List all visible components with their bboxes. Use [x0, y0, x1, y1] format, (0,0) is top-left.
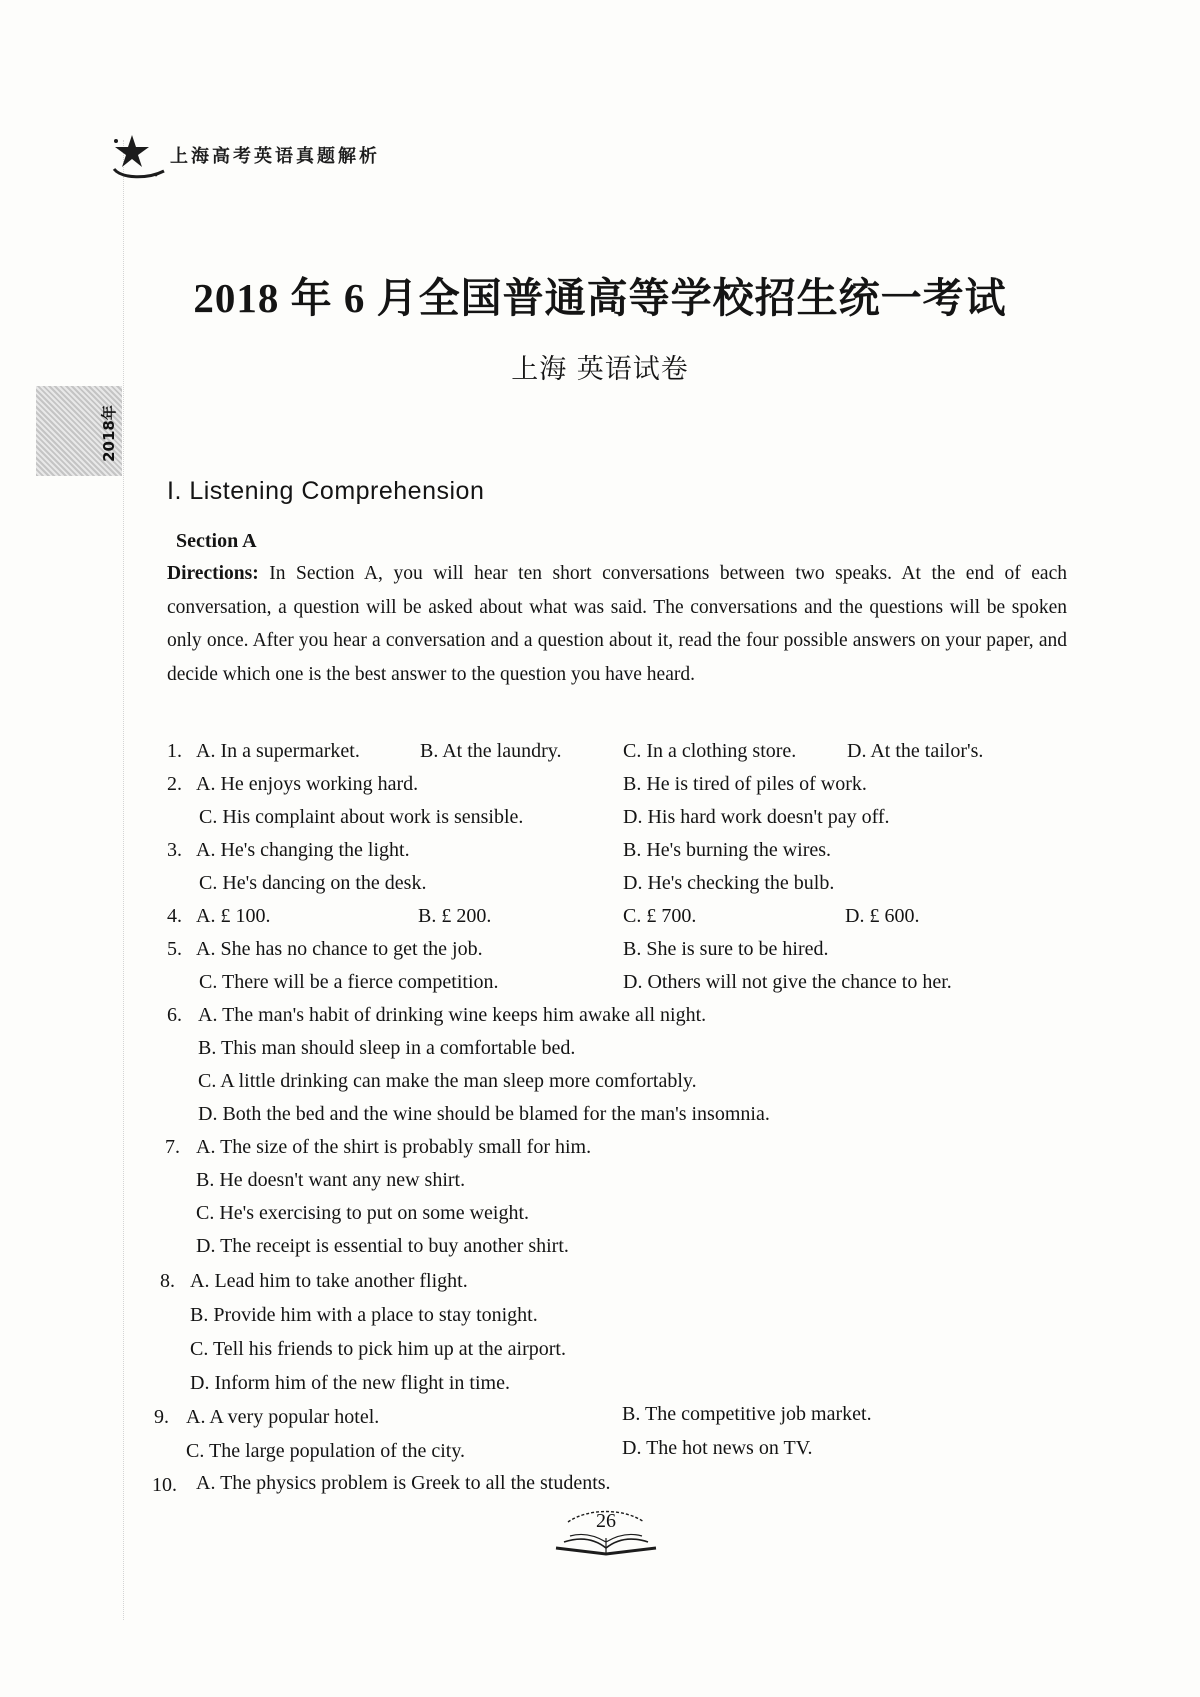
question-number: 3.: [167, 839, 182, 861]
answer-option: B. Provide him with a place to stay tonight.: [190, 1304, 538, 1326]
question-number: 1.: [167, 740, 182, 762]
answer-option: B. The competitive job market.: [622, 1403, 872, 1425]
answer-option: A. £ 100.: [196, 905, 271, 927]
answer-option: D. Others will not give the chance to her.: [623, 971, 952, 993]
part-heading: I. Listening Comprehension: [167, 477, 485, 505]
question-number: 9.: [154, 1406, 169, 1428]
running-header-title: 上海高考英语真题解析: [170, 146, 380, 167]
question-number: 5.: [167, 938, 182, 960]
answer-option: A. He's changing the light.: [196, 839, 410, 861]
answer-option: D. Both the bed and the wine should be blamed for the man's insomnia.: [198, 1103, 770, 1125]
question-number: 2.: [167, 773, 182, 795]
answer-option: C. He's exercising to put on some weight.: [196, 1202, 529, 1224]
answer-option: C. There will be a fierce competition.: [199, 971, 499, 993]
question-number: 6.: [167, 1004, 182, 1026]
directions-text: In Section A, you will hear ten short conversations between two speaks. At the end of each conversation, a question will be asked about what was said. The conversations and the questions will be spoken only once. After you hear a conversation and a question about it, read the four possible answers on your paper, and decide which one is the best answer to the question you have heard.: [167, 563, 1067, 685]
answer-option: B. At the laundry.: [420, 740, 562, 762]
directions-label: Directions:: [167, 563, 259, 584]
answer-option: D. £ 600.: [845, 905, 920, 927]
star-swoosh-logo-icon: [108, 131, 168, 179]
exam-main-title: 2018 年 6 月全国普通高等学校招生统一考试: [193, 275, 1007, 321]
answer-option: C. £ 700.: [623, 905, 697, 927]
side-year-label: 2018年: [99, 404, 118, 462]
answer-option: B. He doesn't want any new shirt.: [196, 1169, 466, 1191]
answer-option: A. She has no chance to get the job.: [196, 938, 483, 960]
answer-option: C. The large population of the city.: [186, 1440, 466, 1462]
answer-option: D. His hard work doesn't pay off.: [623, 806, 890, 828]
side-year-tab: [36, 386, 122, 476]
answer-option: C. In a clothing store.: [623, 740, 797, 762]
answer-option: A. In a supermarket.: [196, 740, 360, 762]
question-number: 8.: [160, 1270, 175, 1292]
answer-option: B. He is tired of piles of work.: [623, 773, 867, 795]
page-number: 26: [596, 1510, 616, 1532]
answer-option: A. Lead him to take another flight.: [190, 1270, 468, 1292]
directions-paragraph: [167, 557, 1067, 691]
answer-option: B. This man should sleep in a comfortable bed.: [198, 1037, 576, 1059]
answer-option: C. He's dancing on the desk.: [199, 872, 427, 894]
answer-option: C. A little drinking can make the man sleep more comfortably.: [198, 1070, 697, 1092]
answer-option: A. He enjoys working hard.: [196, 773, 419, 795]
answer-option: A. A very popular hotel.: [186, 1406, 380, 1428]
answer-option: C. His complaint about work is sensible.: [199, 806, 524, 828]
answer-option: B. She is sure to be hired.: [623, 938, 829, 960]
answer-option: A. The physics problem is Greek to all the students.: [196, 1472, 611, 1494]
answer-option: B. £ 200.: [418, 905, 492, 927]
running-header: [108, 130, 380, 180]
answer-option: C. Tell his friends to pick him up at the airport.: [190, 1338, 566, 1360]
answer-option: A. The size of the shirt is probably small for him.: [196, 1136, 592, 1158]
exam-subtitle: 上海 英语试卷: [511, 354, 689, 385]
answer-option: A. The man's habit of drinking wine keeps him awake all night.: [198, 1004, 707, 1026]
question-number: 4.: [167, 905, 182, 927]
answer-option: D. The hot news on TV.: [622, 1437, 813, 1459]
answer-option: D. At the tailor's.: [847, 740, 984, 762]
answer-option: D. He's checking the bulb.: [623, 872, 835, 894]
answer-option: B. He's burning the wires.: [623, 839, 832, 861]
section-label: Section A: [176, 530, 257, 552]
question-number: 10.: [152, 1474, 177, 1496]
question-number: 7.: [165, 1136, 180, 1158]
answer-option: D. Inform him of the new flight in time.: [190, 1372, 510, 1394]
answer-option: D. The receipt is essential to buy another shirt.: [196, 1235, 569, 1257]
